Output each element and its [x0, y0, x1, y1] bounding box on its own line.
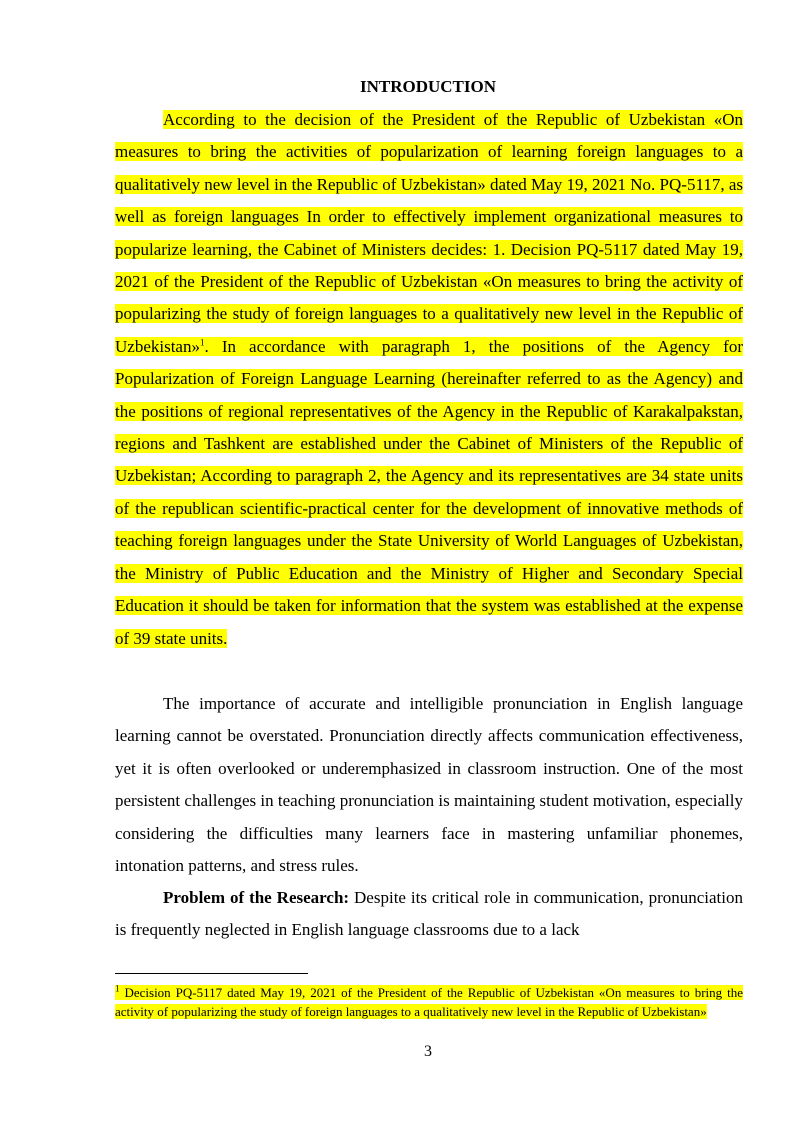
footnote-highlight [115, 985, 743, 1019]
footnote-reference-number: 1 [199, 337, 205, 348]
highlighted-text: According to the decision of the President of the Republic of Uzbekistan «On measures to bring the activities of popularization of learning foreign languages to a qualitatively new level in the Republic of Uzbekistan» dated May 19, 2021 No. PQ-5117, as well as foreign languages In order to effectively implement organizational measures to popularize learning, the Cabinet of Ministers decides: 1. Decision PQ-5117 dated May 19, 2021 of the President of the Republic of Uzbekistan «On measures to bring the activity of popularizing the study of foreign languages to a qualitatively new level in the Republic of Uzbekistan» [115, 110, 743, 356]
footnote-marker: 1 [115, 983, 120, 994]
footnote-text: Decision PQ-5117 dated May 19, 2021 of the President of the Republic of Uzbekistan «On measures to bring the activity of popularizing the study of foreign languages to a qualitatively new level in the Republic of Uzbekistan» [115, 985, 743, 1019]
pronunciation-paragraph: The importance of accurate and intelligible pronunciation in English language learning cannot be overstated. Pronunciation directly affects communication effectiveness, yet it is often overlooked or underemphasized in classroom instruction. One of the most persistent challenges in teaching pronunciation is maintaining student motivation, especially considering the difficulties many learners face in mastering unfamiliar phonemes, intonation patterns, and stress rules. [115, 694, 743, 876]
section-title: INTRODUCTION [359, 77, 497, 96]
footnote-separator [115, 973, 308, 974]
highlighted-text-continued: . In accordance with paragraph 1, the positions of the Agency for Popularization of Foreign Language Learning (hereinafter referred to as the Agency) and the positions of regional representatives of the Agency in the Republic of Karakalpakstan, regions and Tashkent are established under the Cabinet of Ministers of the Republic of Uzbekistan; According to paragraph 2, the Agency and its representatives are 34 state units of the republican scientific-practical center for the development of innovative methods of teaching foreign languages under the State University of World Languages of Uzbekistan, the Ministry of Public Education and the Ministry of Higher and Secondary Special Education it should be taken for information that the system was established at the expense of 39 state units. [115, 336, 743, 648]
footnote [115, 984, 743, 1021]
research-problem-paragraph [115, 882, 743, 947]
page-number: 3 [424, 1043, 432, 1060]
research-problem-text: Despite its critical role in communication, pronunciation is frequently neglected in English language classrooms due to a lack [115, 888, 743, 940]
intro-paragraph-highlighted [115, 104, 743, 655]
research-problem-heading: Problem of the Research: [163, 888, 350, 907]
